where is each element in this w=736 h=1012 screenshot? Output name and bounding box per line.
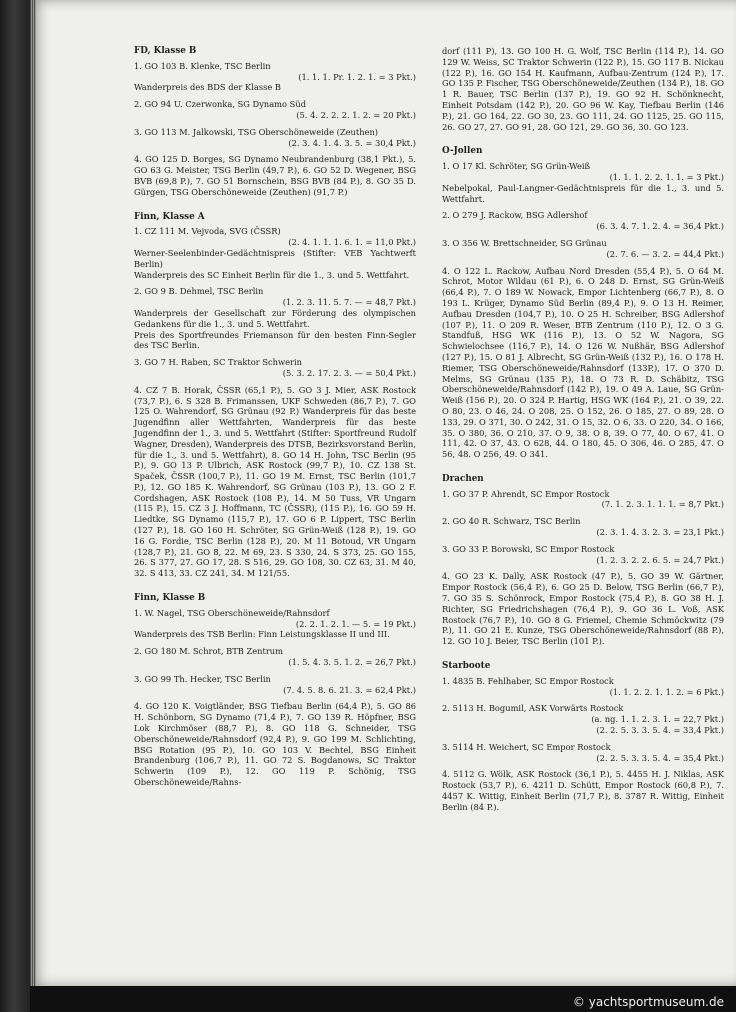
result-2: 2. GO 40 R. Schwarz, TSC Berlin (2. 3. 1. 4. 3. 2. 3. = 23,1 Pkt.) — [442, 516, 724, 538]
result-1: 1. W. Nagel, TSG Oberschöneweide/Rahnsdorf (2. 2. 1. 2. 1. — 5. = 19 Pkt.) Wanderpreis des TSB Berlin: Finn Leistungsklasse II und III. — [134, 607, 416, 640]
section-title: FD, Klasse B — [134, 46, 197, 56]
section-fd-klasse-b — [134, 46, 416, 198]
result-1: 1. 4835 B. Fehlhaber, SC Empor Rostock (1. 1. 2. 2. 1. 1. 2. = 6 Pkt.) — [442, 675, 724, 697]
result-1: 1. GO 37 P. Ahrendt, SC Empor Rostock (7. 1. 2. 3. 1. 1. 1. = 8,7 Pkt.) — [442, 488, 724, 510]
section-title: Starboote — [442, 661, 491, 672]
result-3: 3. O 356 W. Brettschneider, SG Grünau (2. 7. 6. — 3. 2. = 44,4 Pkt.) — [442, 237, 724, 259]
section-title: O-Jollen — [442, 146, 483, 157]
result-2: 2. GO 9 B. Dehmel, TSC Berlin (1. 2. 3. 11. 5. 7. — = 48,7 Pkt.) Wanderpreis der Gesellschaft zur Förderung des olympischen Gedankens für die 1., 3. und 5. Wettfahrt. Preis des Sportfreundes Friemanson für den besten Finn-Segler des TSC Berlin. — [134, 286, 416, 351]
result-1: 1. GO 103 B. Klenke, TSC Berlin (1. 1. 1. Pr. 1. 2. 1. = 3 Pkt.) Wanderpreis des BDS der Klasse B — [134, 60, 416, 93]
section-drachen — [442, 474, 724, 647]
result-3: 3. GO 7 H. Raben, SC Traktor Schwerin (5. 3. 2. 17. 2. 3. — = 50,4 Pkt.) — [134, 357, 416, 378]
left-column — [134, 46, 416, 802]
result-1: 1. O 17 Kl. Schröter, SG Grün-Weiß (1. 1. 1. 2. 2. 1. 1. = 3 Pkt.) Nebelpokal, Paul-Langner-Gedächtnispreis für die 1., 3. und 5. Wettfahrt. — [442, 161, 724, 204]
result-2: 2. 5113 H. Bogumil, ASK Vorwärts Rostock (a. ng. 1. 1. 2. 3. 1. = 22,7 Pkt.) (2. 2. 5. 3. 3. 5. 4. = 33,4 Pkt.) — [442, 703, 724, 736]
section-finn-klasse-a — [134, 212, 416, 580]
section-title: Drachen — [442, 473, 484, 484]
results-rest: 4. GO 23 K. Dally, ASK Rostock (47 P.), 5. GO 39 W. Gärtner, Empor Rostock (56,4 P.), 6. GO 25 D. Below, TSG Berlin (66,7 P.), 7. GO 35 S. Schönrock, Empor Rostock (75,4 P.), 8. GO 38 H. J. Richter, SG Friedrichshagen (76,4 P.), 9. GO 36 L. Voß, ASK Rostock (76,7 P.), 10. GO 8 G. Friemel, Chemie Schmöckwitz (79 P.), 11. GO 21 E. Kunze, TSG Oberschöneweide/Rahnsdorf (88 P.), 12. GO 10 J. Beier, TSC Berlin (101 P.). — [442, 571, 724, 647]
section-finn-klasse-b — [134, 593, 416, 788]
result-3: 3. GO 99 Th. Hecker, TSC Berlin (7. 4. 5. 8. 6. 21. 3. = 62,4 Pkt.) — [134, 673, 416, 695]
result-2: 2. GO 180 M. Schrot, BTB Zentrum (1. 5. 4. 3. 5. 1. 2. = 26,7 Pkt.) — [134, 646, 416, 668]
section-finn-klasse-b-continued — [442, 46, 724, 132]
right-column — [442, 46, 724, 827]
results-rest: 4. GO 120 K. Voigtländer, BSG Tiefbau Berlin (64,4 P.), 5. GO 86 H. Schönborn, SG Dynamo (71,4 P.), 7. GO 139 R. Höpfner, BSG Lok Kirchmöser (88,7 P.), 8. GO 118 G. Schneider, TSG Oberschöneweide/Rahnsdorf (92,4 P.), 9. GO 199 M. Schlichting, BSG Rotation (95 P.), 10. GO 103 V. Bechtel, BSG Einheit Brandenburg (106,7 P.), 11. GO 72 S. Bogdanows, SC Traktor Schwerin (109 P.), 12. GO 119 P. Schönig, TSG Oberschöneweide/Rahns- — [134, 701, 416, 788]
copyright-credit: © yachtsportmuseum.de — [572, 995, 724, 1009]
result-2: 2. O 279 J. Rackow, BSG Adlershof (6. 3. 4. 7. 1. 2. 4. = 36,4 Pkt.) — [442, 210, 724, 232]
result-3: 3. GO 113 M. Jalkowski, TSG Oberschöneweide (Zeuthen) (2. 3. 4. 1. 4. 3. 5. = 30,4 Pkt.) — [134, 126, 416, 148]
section-title: Finn, Klasse A — [134, 211, 205, 222]
results-rest: 4. CZ 7 B. Horak, ČSSR (65,1 P.), 5. GO 3 J. Mier, ASK Rostock (73,7 P.), 6. S 328 B. Frimanssen, UKF Schweden (86,7 P.), 7. GO 125 O. Wahrendorf, SG Grünau (92 P.) Wanderpreis für das beste Jugendfinn aller Wettfahrten, Wanderpreis für das beste Jugendfinn der 1., 3. und 5. Wettfahrt (Stifter: Sportfreund Rudolf Wagner, Dresden), Wanderpreis des DTSB, Bezirksvorstand Berlin, für die 1., 3. und 5. Wettfahrt), 8. GO 14 H. John, TSC Berlin (95 P.), 9. GO 13 P. Ulbrich, ASK Rostock (99,7 P.), 10. CZ 138 St. Spaček, ČSSR (100,7 P.), 11. GO 19 M. Ernst, TSC Berlin (101,7 P.), 12. GO 185 K. Wahrendorf, SG Grünau (103 P.), 13. GO 2 F. Cordshagen, ASK Rostock (108 P.), 14. M 50 Tuss, VR Ungarn (115 P.), 15. CZ 3 J. Hoffmann, TC (ČSSR), (115 P.), 16. GO 59 H. Liedtke, SG Dynamo (115,7 P.), 17. GO 6 P. Lippert, TSC Berlin (127 P.), 18. GO 160 H. Schröter, SG Grün-Weiß (128 P.), 19. GO 16 G. Fordie, TSC Berlin (128 P.), 20. M 11 Botoud, VR Ungarn (128,7 P.), 21. GO 8, 22. M 69, 23. S 330, 24. S 373, 25. GO 155, 26. S 377, 27. GO 17, 28. S 516, 29. GO 108, 30. CZ 63, 31. M 40, 32. S 413, 33. CZ 241, 34. M 121/55. — [134, 384, 416, 579]
result-1: 1. CZ 111 M. Vejvoda, SVG (ČSSR) (2. 4. 1. 1. 1. 6. 1. = 11,0 Pkt.) Werner-Seelenbinder-Gedächtnispreis (Stifter: VEB Yachtwerft Berlin) Wanderpreis des SC Einheit Berlin für die 1., 3. und 5. Wettfahrt. — [134, 226, 416, 280]
results-continued: dorf (111 P), 13. GO 100 H. G. Wolf, TSC Berlin (114 P.), 14. GO 129 W. Weiss, SC Traktor Schwerin (122 P.), 15. GO 117 B. Nickau (122 P.), 16. GO 154 H. Kaufmann, Aufbau-Zentrum (124 P.), 17. GO 135 P. Fischer, TSG Oberschöneweide/Zeuthen (134 P.), 18. GO 1 R. Bauer, TSC Berlin (137 P.), 19. GO 92 H. Schönknecht, Einheit Potsdam (142 P.), 20. GO 96 W. Kay, Tiefbau Berlin (146 P.), 21. GO 164, 22. GO 30, 23. GO 111, 24. GO 1125, 25. GO 115, 26. GO 27, 27. GO 91, 28. GO 121, 29. GO 36, 30. GO 123. — [442, 46, 724, 132]
results-rest: 4. 5112 G. Wölk, ASK Rostock (36,1 P.), 5. 4455 H. J. Niklas, ASK Rostock (53,7 P.), 6. 4211 D. Schütt, Empor Rostock (60,8 P.), 7. 4457 K. Wittig, Einheit Berlin (71,7 P.), 8. 3787 R. Wittig, Einheit Berlin (84 P.). — [442, 769, 724, 812]
result-2: 2. GO 94 U. Czerwonka, SG Dynamo Süd (5. 4. 2. 2. 2. 1. 2. = 20 Pkt.) — [134, 99, 416, 120]
section-o-jollen — [442, 146, 724, 460]
book-binding — [0, 0, 30, 1012]
result-3: 3. GO 33 P. Borowski, SC Empor Rostock (1. 2. 3. 2. 2. 6. 5. = 24,7 Pkt.) — [442, 543, 724, 565]
result-3: 3. 5114 H. Weichert, SC Empor Rostock (2. 2. 5. 3. 3. 5. 4. = 35,4 Pkt.) — [442, 741, 724, 763]
results-rest: 4. O 122 L. Rackow, Aufbau Nord Dresden (55,4 P.), 5. O 64 M. Schrot, Motor Wildau (61 P.), 6. O 248 D. Ernst, SG Grün-Weiß (66,4 P.), 7. O 189 W. Nowack, Empor Lichtenberg (66,7 P.), 8. O 193 L. Krüger, Dynamo Süd Berlin (89,4 P.), 9. O 13 H. Reimer, Aufbau Dresden (104,7 P.), 10. O 25 H. Schreiber, BSG Adlershof (107 P.), 11. O 209 R. Weser, BTB Zentrum (110 P.), 12. O 3 G. Standfuß, HSG WK (116 P.), 13. O 52 W. Nagora, SG Schwielochsee (116,7 P.), 14. O 126 W. Nußhär, BSG Adlershof (127 P.), 15. O 81 J. Albrecht, SG Grün-Weiß (132 P.), 16. O 178 H. Riemer, TSG Oberschöneweide/Rahnsdorf (133P.), 17. O 370 D. Melms, SG Grünau (135 P.), 18. O 73 R. D. Schäbitz, TSG Oberschöneweide/Rahnsdorf (142 P.), 19. O 49 A. Laue, SG Grün-Weiß (156 P.), 20. O 324 P. Hartig, HSG WK (164 P.), 21. O 39, 22. O 80, 23. O 46, 24. O 208, 25. O 152, 26. O 185, 27. O 89, 28. O 133, 29. O 371, 30. O 242, 31. O 15, 32. O 6, 33. O 220, 34. O 166, 35. O 380, 36. O 210, 37. O 9, 38. O 8, 39. O 77, 40. O 67, 41. O 111, 42. O 37, 43. O 628, 44. O 180, 45. O 306, 46. O 285, 47. O 56, 48. O 256, 49. O 341. — [442, 265, 724, 460]
results-rest: 4. GO 125 D. Borges, SG Dynamo Neubrandenburg (38,1 Pkt.), 5. GO 63 G. Meister, TSG Berlin (49,7 P.), 6. GO 52 D. Wegener, BSG BVB (69,8 P.), 7. GO 51 Bornschein, BSG BVB (84 P.), 8. GO 35 D. Gürgen, TSG Oberschöneweide (Zeuthen) (91,7 P.) — [134, 154, 416, 197]
section-starboote — [442, 661, 724, 813]
page-edge — [30, 0, 36, 986]
section-title: Finn, Klasse B — [134, 593, 206, 604]
